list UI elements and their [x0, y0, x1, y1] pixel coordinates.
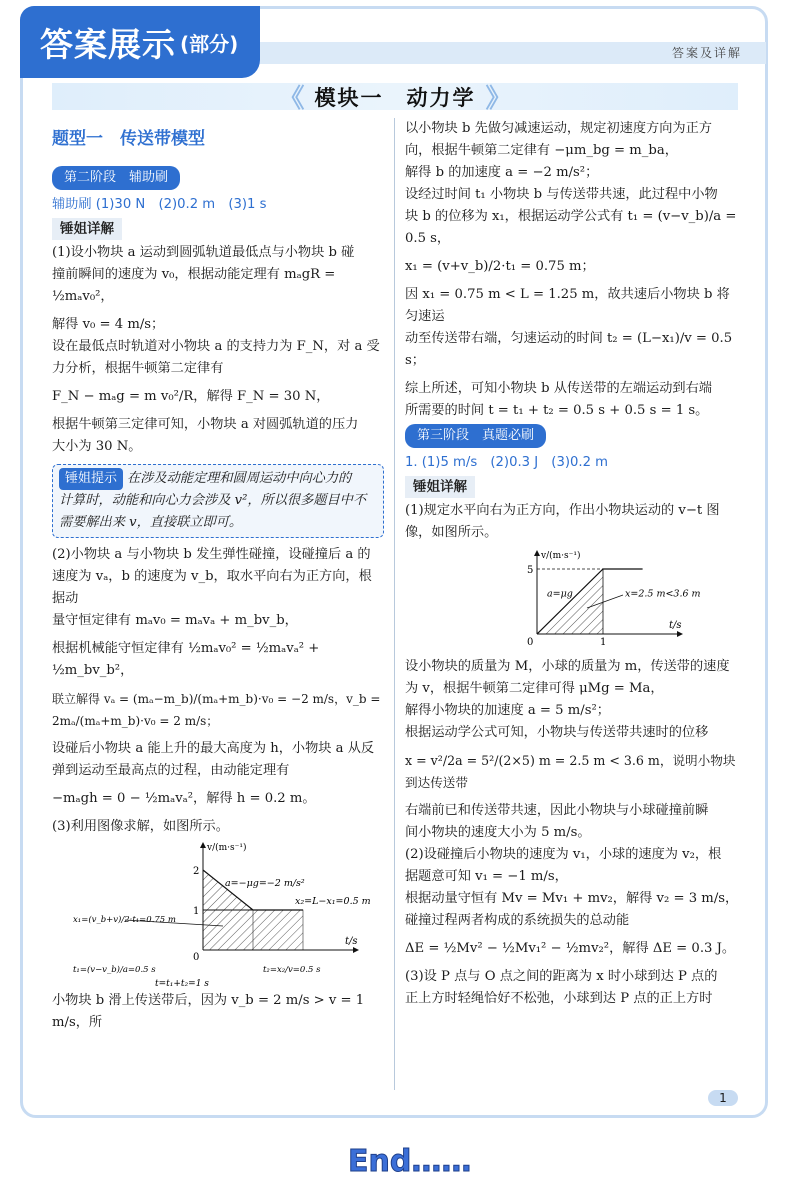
annotation: x₁=(v_b+v)/2·t₁=0.75 m	[73, 915, 176, 925]
module-title: 模块一 动力学	[314, 85, 476, 110]
y-tick-label: 0	[193, 952, 200, 963]
stage2-badge: 第二阶段 辅助刷	[52, 166, 180, 190]
x-axis-arrow	[353, 947, 359, 953]
text-line: 联立解得 vₐ = (mₐ−m_b)/(mₐ+m_b)·v₀ = −2 m/s，v_b = 2mₐ/(mₐ+m_b)·v₀ = 2 m/s；	[52, 692, 381, 728]
tip-text: 在涉及动能定理和圆周运动中向心力的	[127, 471, 352, 486]
text-line: x = v²/2a = 5²/(2×5) m = 2.5 m < 3.6 m，说明小物块到达传送带	[405, 753, 736, 790]
topic-heading: 题型一 传送带模型	[52, 129, 205, 149]
x-axis-arrow	[677, 631, 683, 637]
annotation: t=t₁+t₂=1 s	[155, 979, 209, 989]
y-axis-arrow	[200, 842, 206, 848]
annotation: a=μg	[547, 588, 573, 600]
tip-text: 需要解出来 v，直接联立即可。	[59, 515, 243, 530]
text-line: 设碰后小物块 a 能上升的最大高度为 h，小物块 a 从反	[52, 741, 375, 756]
annotation: t₂=x₂/v=0.5 s	[263, 965, 321, 975]
y-tick-label: 2	[193, 866, 200, 877]
y-tick-label: 1	[193, 906, 200, 917]
text-line: 解得 v₀ = 4 m/s；	[52, 317, 165, 332]
text-line: ΔE = ½Mv² − ½Mv₁² − ½mv₂²，解得 ΔE = 0.3 J。	[405, 941, 736, 956]
text-line: 向，根据牛顿第二定律有 −μm_bg = m_ba，	[405, 143, 678, 158]
text-line: 据题意可知 v₁ = −1 m/s，	[405, 869, 568, 884]
x-tick-label: 1	[600, 637, 607, 648]
module-title-bar	[52, 83, 738, 114]
chart-area	[73, 842, 371, 989]
badge-sub: (部分)	[180, 31, 239, 56]
text-line: 右端前已和传送带共速，因此小物块与小球碰撞前瞬	[405, 803, 709, 818]
text-line: 根据运动学公式可知，小物块与传送带共速时的位移	[405, 725, 709, 740]
answer-line: 1. (1)5 m/s (2)0.3 J (3)0.2 m	[405, 455, 608, 470]
text-line: 量守恒定律有 mₐv₀ = mₐvₐ + m_bv_b，	[52, 613, 298, 628]
text-line: 碰撞过程两者构成的系统损失的总动能	[405, 913, 630, 928]
stage3-badge: 第三阶段 真题必刷	[405, 424, 546, 448]
text-line: 所需要的时间 t = t₁ + t₂ = 0.5 s + 0.5 s = 1 s。	[405, 403, 709, 418]
left-column	[52, 118, 384, 1034]
tip-box	[52, 464, 384, 538]
text-line: 设在最低点时轨道对小物块 a 的支持力为 F_N，对 a 受	[52, 339, 380, 354]
header-badge	[20, 6, 260, 78]
text-line: 大小为 30 N。	[52, 439, 142, 454]
x-axis-label: t/s	[669, 620, 682, 631]
double-chevron-right-icon: 》	[485, 84, 512, 114]
tip-tag: 锤姐提示	[59, 468, 123, 490]
page-number: 1	[708, 1090, 738, 1106]
end-mark: End……	[348, 1144, 472, 1179]
text-line: (1)规定水平向右为正方向，作出小物块运动的 v−t 图	[405, 503, 720, 518]
annotation: t₁=(v−v_b)/a=0.5 s	[73, 965, 156, 975]
annotation: x=2.5 m<3.6 m	[625, 588, 701, 600]
badge-main: 答案展示	[40, 24, 176, 64]
text-line: 间小物块的速度大小为 5 m/s。	[405, 825, 591, 840]
text-line: 正上方时轻绳恰好不松弛，小球到达 P 点的正上方时	[405, 991, 713, 1006]
vt-chart-block	[447, 546, 701, 654]
text-line: F_N − mₐg = m v₀²/R，解得 F_N = 30 N，	[52, 389, 330, 404]
y-tick-label: 5	[527, 565, 534, 576]
tip-text: 计算时，动能和向心力会涉及 v²，所以很多题目中不	[59, 493, 367, 508]
annotation: a=−μg=−2 m/s²	[225, 878, 305, 889]
text-line: 力分析，根据牛顿第二定律有	[52, 361, 224, 376]
text-line: 撞前瞬间的速度为 v₀，根据动能定理有 mₐgR = ½mₐv₀²，	[52, 267, 336, 304]
text-line: 小物块 b 滑上传送带后，因为 v_b = 2 m/s > v = 1 m/s，所	[52, 993, 365, 1030]
area-x2	[253, 910, 303, 950]
chart-area	[527, 550, 701, 648]
y-axis-label: v/(m·s⁻¹)	[207, 843, 247, 853]
text-line: 因 x₁ = 0.75 m < L = 1.25 m，故共速后小物块 b 将匀速运	[405, 287, 730, 324]
text-line: (3)利用图像求解，如图所示。	[52, 819, 229, 834]
text-line: 像，如图所示。	[405, 525, 498, 540]
text-line: (2)设碰撞后小物块的速度为 v₁，小球的速度为 v₂，根	[405, 847, 722, 862]
text-line: 根据牛顿第三定律可知，小物块 a 对圆弧轨道的压力	[52, 417, 359, 432]
y-tick-label: 0	[527, 637, 534, 648]
text-line: 以小物块 b 先做匀减速运动，规定初速度方向为正方	[405, 121, 712, 136]
text-line: (1)设小物块 a 运动到圆弧轨道最低点与小物块 b 碰	[52, 245, 355, 260]
text-line: 设小物块的质量为 M，小球的质量为 m，传送带的速度	[405, 659, 730, 674]
text-line: 解得 b 的加速度 a = −2 m/s²；	[405, 165, 599, 180]
text-line: x₁ = (v+v_b)/2·t₁ = 0.75 m；	[405, 259, 595, 274]
answer-line: 辅助刷 (1)30 N (2)0.2 m (3)1 s	[52, 197, 267, 212]
y-axis-label: v/(m·s⁻¹)	[541, 551, 581, 561]
text-line: 解得小物块的加速度 a = 5 m/s²；	[405, 703, 610, 718]
text-line: 为 v，根据牛顿第二定律可得 μMg = Ma，	[405, 681, 664, 696]
annotation: x₂=L−x₁=0.5 m	[295, 896, 371, 907]
y-axis-arrow	[534, 550, 540, 556]
detail-label: 锤姐详解	[52, 218, 122, 240]
column-divider	[394, 118, 395, 1090]
right-column	[405, 118, 739, 1010]
vt-chart-belt	[73, 840, 371, 989]
text-line: 速度为 vₐ，b 的速度为 v_b，取水平向右为正方向，根据动	[52, 569, 372, 606]
header-right-text: 答案及详解	[671, 46, 742, 60]
text-line: 综上所述，可知小物块 b 从传送带的左端运动到右端	[405, 381, 712, 396]
text-line: 弹到运动至最高点的过程，由动能定理有	[52, 763, 290, 778]
detail-label: 锤姐详解	[405, 476, 475, 498]
x-axis-label: t/s	[345, 936, 358, 947]
text-line: (3)设 P 点与 O 点之间的距离为 x 时小球到达 P 点的	[405, 969, 718, 984]
text-line: 根据机械能守恒定律有 ½mₐv₀² = ½mₐvₐ² + ½m_bv_b²，	[52, 641, 320, 678]
text-line: −mₐgh = 0 − ½mₐvₐ²，解得 h = 0.2 m。	[52, 791, 316, 806]
double-chevron-left-icon: 《	[278, 84, 305, 114]
text-line: 设经过时间 t₁ 小物块 b 与传送带共速，此过程中小物	[405, 187, 718, 202]
text-line: 动至传送带右端，匀速运动的时间 t₂ = (L−x₁)/v = 0.5 s；	[405, 331, 733, 368]
text-line: 块 b 的位移为 x₁，根据运动学公式有 t₁ = (v−v_b)/a = 0.5 s，	[405, 209, 737, 246]
text-line: 根据动量守恒有 Mv = Mv₁ + mv₂，解得 v₂ = 3 m/s，	[405, 891, 739, 906]
text-line: (2)小物块 a 与小物块 b 发生弹性碰撞，设碰撞后 a 的	[52, 547, 371, 562]
